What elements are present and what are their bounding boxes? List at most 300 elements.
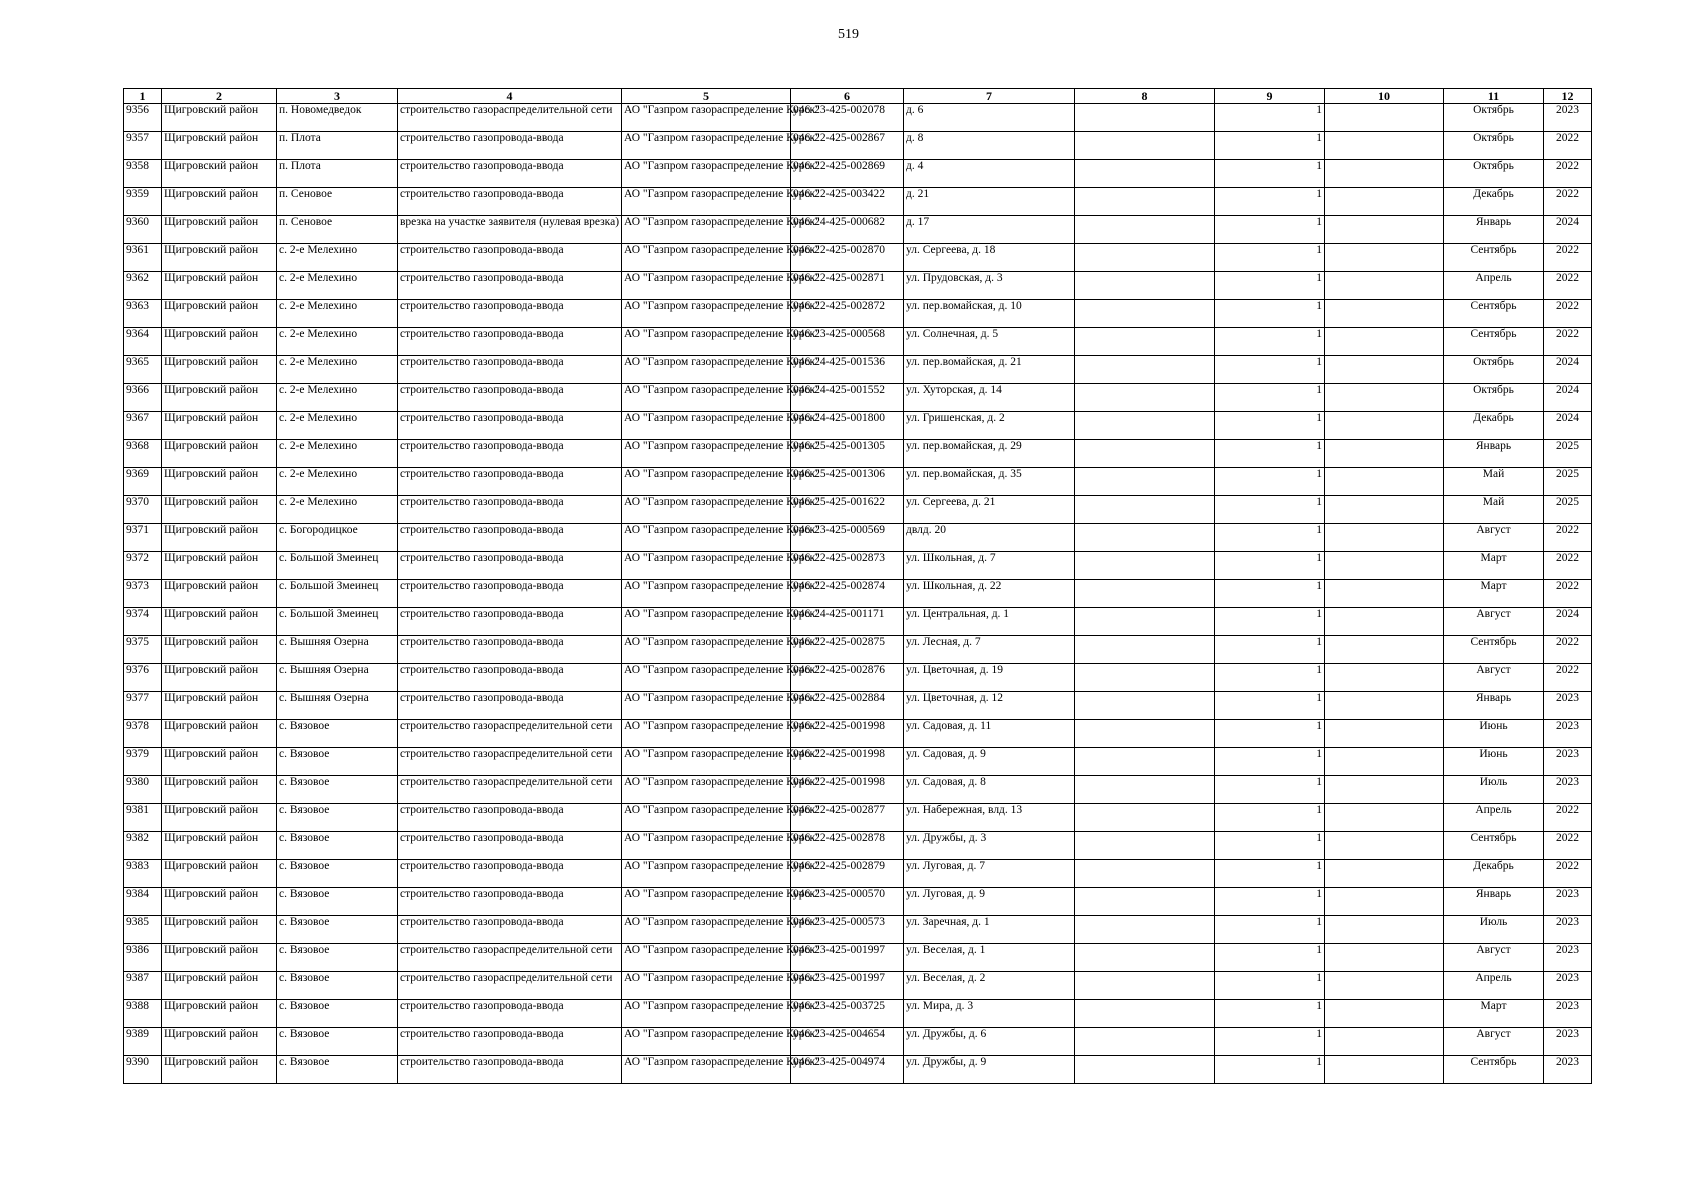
address-cell: д. 8 <box>904 132 1075 160</box>
column-8-cell <box>1075 636 1215 664</box>
column-8-cell <box>1075 1056 1215 1084</box>
address-cell: ул. Веселая, д. 1 <box>904 944 1075 972</box>
quantity-cell: 1 <box>1215 776 1325 804</box>
code-cell: 046-22-425-002879 <box>791 860 904 888</box>
organization-cell-text: АО "Газпром газораспределение Курск" <box>624 832 820 844</box>
code-cell: 046-23-425-000568 <box>791 328 904 356</box>
district-cell: Щигровский район <box>162 160 277 188</box>
quantity-cell: 1 <box>1215 888 1325 916</box>
work-type-cell <box>398 328 622 356</box>
address-cell: ул. Заречная, д. 1 <box>904 916 1075 944</box>
organization-cell <box>622 328 820 356</box>
table-row <box>124 188 1592 216</box>
address-cell: ул. Садовая, д. 9 <box>904 748 1075 776</box>
table-row <box>124 664 1592 692</box>
settlement-cell: с. 2-е Мелехино <box>277 244 398 272</box>
column-10-cell <box>1325 552 1444 580</box>
column-10-cell <box>1325 328 1444 356</box>
table-row <box>124 440 1592 468</box>
row-number: 9361 <box>124 244 162 272</box>
organization-cell <box>622 272 820 300</box>
row-number: 9356 <box>124 104 162 132</box>
quantity-cell: 1 <box>1215 356 1325 384</box>
organization-cell-text: АО "Газпром газораспределение Курск" <box>624 888 820 900</box>
code-cell: 046-22-425-002874 <box>791 580 904 608</box>
organization-cell <box>622 580 820 608</box>
work-type-cell-text: строительство газораспределительной сети <box>400 720 613 732</box>
column-10-cell <box>1325 272 1444 300</box>
registry-table <box>123 88 1592 1084</box>
address-cell: ул. Школьная, д. 7 <box>904 552 1075 580</box>
column-8-cell <box>1075 440 1215 468</box>
organization-cell-text: АО "Газпром газораспределение Курск" <box>624 972 820 984</box>
address-cell: ул. пер.вомайская, д. 10 <box>904 300 1075 328</box>
column-10-cell <box>1325 944 1444 972</box>
column-header-12: 12 <box>1544 89 1592 104</box>
work-type-cell <box>398 692 622 720</box>
month-cell: Август <box>1444 608 1544 636</box>
column-10-cell <box>1325 664 1444 692</box>
address-cell: ул. Школьная, д. 22 <box>904 580 1075 608</box>
column-8-cell <box>1075 132 1215 160</box>
year-cell: 2023 <box>1544 748 1592 776</box>
column-10-cell <box>1325 356 1444 384</box>
address-cell: ул. Дружбы, д. 6 <box>904 1028 1075 1056</box>
code-cell: 046-23-425-002078 <box>791 104 904 132</box>
table-row <box>124 104 1592 132</box>
district-cell: Щигровский район <box>162 244 277 272</box>
quantity-cell: 1 <box>1215 384 1325 412</box>
organization-cell <box>622 804 820 832</box>
column-10-cell <box>1325 300 1444 328</box>
table-row <box>124 944 1592 972</box>
settlement-cell: с. Вязовое <box>277 972 398 1000</box>
work-type-cell <box>398 608 622 636</box>
work-type-cell-text: строительство газопровода-ввода <box>400 916 564 928</box>
quantity-cell: 1 <box>1215 300 1325 328</box>
column-10-cell <box>1325 384 1444 412</box>
quantity-cell: 1 <box>1215 440 1325 468</box>
year-cell: 2023 <box>1544 1000 1592 1028</box>
table-row <box>124 580 1592 608</box>
row-number: 9358 <box>124 160 162 188</box>
quantity-cell: 1 <box>1215 524 1325 552</box>
quantity-cell: 1 <box>1215 216 1325 244</box>
settlement-cell: с. Большой Змеинец <box>277 580 398 608</box>
work-type-cell-text: врезка на участке заявителя (нулевая врезка) <box>400 216 620 228</box>
row-number: 9357 <box>124 132 162 160</box>
settlement-cell: с. 2-е Мелехино <box>277 328 398 356</box>
district-cell: Щигровский район <box>162 748 277 776</box>
organization-cell-text: АО "Газпром газораспределение Курск" <box>624 524 820 536</box>
district-cell: Щигровский район <box>162 1000 277 1028</box>
row-number: 9365 <box>124 356 162 384</box>
work-type-cell-text: строительство газопровода-ввода <box>400 272 564 284</box>
month-cell: Октябрь <box>1444 384 1544 412</box>
district-cell: Щигровский район <box>162 300 277 328</box>
row-number: 9387 <box>124 972 162 1000</box>
organization-cell-text: АО "Газпром газораспределение Курск" <box>624 272 820 284</box>
table-row <box>124 272 1592 300</box>
code-cell: 046-24-425-001552 <box>791 384 904 412</box>
settlement-cell: с. Вязовое <box>277 1056 398 1084</box>
year-cell: 2022 <box>1544 832 1592 860</box>
row-number: 9386 <box>124 944 162 972</box>
code-cell: 046-23-425-003725 <box>791 1000 904 1028</box>
column-8-cell <box>1075 328 1215 356</box>
organization-cell <box>622 356 820 384</box>
year-cell: 2025 <box>1544 468 1592 496</box>
table-row <box>124 356 1592 384</box>
organization-cell-text: АО "Газпром газораспределение Курск" <box>624 104 820 116</box>
column-10-cell <box>1325 608 1444 636</box>
organization-cell-text: АО "Газпром газораспределение Курск" <box>624 692 820 704</box>
work-type-cell <box>398 888 622 916</box>
work-type-cell <box>398 832 622 860</box>
work-type-cell <box>398 748 622 776</box>
month-cell: Август <box>1444 944 1544 972</box>
work-type-cell-text: строительство газопровода-ввода <box>400 328 564 340</box>
organization-cell-text: АО "Газпром газораспределение Курск" <box>624 496 820 508</box>
address-cell: ул. Луговая, д. 9 <box>904 888 1075 916</box>
year-cell: 2022 <box>1544 552 1592 580</box>
quantity-cell: 1 <box>1215 160 1325 188</box>
work-type-cell-text: строительство газораспределительной сети <box>400 104 613 116</box>
address-cell: ул. пер.вомайская, д. 21 <box>904 356 1075 384</box>
row-number: 9366 <box>124 384 162 412</box>
code-cell: 046-22-425-003422 <box>791 188 904 216</box>
row-number: 9360 <box>124 216 162 244</box>
year-cell: 2022 <box>1544 188 1592 216</box>
year-cell: 2023 <box>1544 692 1592 720</box>
address-cell: ул. Набережная, влд. 13 <box>904 804 1075 832</box>
column-10-cell <box>1325 832 1444 860</box>
year-cell: 2024 <box>1544 216 1592 244</box>
organization-cell-text: АО "Газпром газораспределение Курск" <box>624 636 820 648</box>
code-cell: 046-22-425-002870 <box>791 244 904 272</box>
district-cell: Щигровский район <box>162 916 277 944</box>
column-8-cell <box>1075 300 1215 328</box>
column-8-cell <box>1075 888 1215 916</box>
work-type-cell <box>398 188 622 216</box>
organization-cell-text: АО "Газпром газораспределение Курск" <box>624 944 820 956</box>
year-cell: 2023 <box>1544 104 1592 132</box>
settlement-cell: с. Вязовое <box>277 720 398 748</box>
table-row <box>124 412 1592 440</box>
organization-cell <box>622 748 820 776</box>
address-cell: двлд. 20 <box>904 524 1075 552</box>
month-cell: Апрель <box>1444 272 1544 300</box>
row-number: 9382 <box>124 832 162 860</box>
table-row <box>124 888 1592 916</box>
row-number: 9389 <box>124 1028 162 1056</box>
settlement-cell: с. Вязовое <box>277 916 398 944</box>
work-type-cell-text: строительство газораспределительной сети <box>400 972 613 984</box>
year-cell: 2022 <box>1544 580 1592 608</box>
work-type-cell <box>398 776 622 804</box>
code-cell: 046-22-425-002873 <box>791 552 904 580</box>
column-10-cell <box>1325 188 1444 216</box>
settlement-cell: с. 2-е Мелехино <box>277 468 398 496</box>
column-10-cell <box>1325 692 1444 720</box>
address-cell: ул. Солнечная, д. 5 <box>904 328 1075 356</box>
row-number: 9381 <box>124 804 162 832</box>
column-8-cell <box>1075 160 1215 188</box>
column-header-7: 7 <box>904 89 1075 104</box>
column-10-cell <box>1325 776 1444 804</box>
row-number: 9379 <box>124 748 162 776</box>
organization-cell-text: АО "Газпром газораспределение Курск" <box>624 580 820 592</box>
column-8-cell <box>1075 664 1215 692</box>
district-cell: Щигровский район <box>162 356 277 384</box>
quantity-cell: 1 <box>1215 1056 1325 1084</box>
column-8-cell <box>1075 608 1215 636</box>
work-type-cell <box>398 664 622 692</box>
settlement-cell: с. Вышняя Озерна <box>277 636 398 664</box>
table-row <box>124 1000 1592 1028</box>
row-number: 9363 <box>124 300 162 328</box>
work-type-cell <box>398 804 622 832</box>
work-type-cell <box>398 412 622 440</box>
organization-cell-text: АО "Газпром газораспределение Курск" <box>624 328 820 340</box>
settlement-cell: с. Большой Змеинец <box>277 552 398 580</box>
column-10-cell <box>1325 132 1444 160</box>
quantity-cell: 1 <box>1215 720 1325 748</box>
column-10-cell <box>1325 748 1444 776</box>
district-cell: Щигровский район <box>162 412 277 440</box>
year-cell: 2024 <box>1544 608 1592 636</box>
code-cell: 046-22-425-002871 <box>791 272 904 300</box>
organization-cell-text: АО "Газпром газораспределение Курск" <box>624 916 820 928</box>
row-number: 9368 <box>124 440 162 468</box>
row-number: 9375 <box>124 636 162 664</box>
code-cell: 046-22-425-001998 <box>791 720 904 748</box>
organization-cell <box>622 216 820 244</box>
work-type-cell <box>398 972 622 1000</box>
address-cell: ул. Гришенская, д. 2 <box>904 412 1075 440</box>
organization-cell-text: АО "Газпром газораспределение Курск" <box>624 860 820 872</box>
table-row <box>124 552 1592 580</box>
organization-cell <box>622 888 820 916</box>
settlement-cell: с. Вышняя Озерна <box>277 664 398 692</box>
district-cell: Щигровский район <box>162 664 277 692</box>
table-row <box>124 1028 1592 1056</box>
organization-cell <box>622 244 820 272</box>
quantity-cell: 1 <box>1215 664 1325 692</box>
year-cell: 2022 <box>1544 300 1592 328</box>
quantity-cell: 1 <box>1215 580 1325 608</box>
year-cell: 2022 <box>1544 272 1592 300</box>
column-8-cell <box>1075 944 1215 972</box>
column-8-cell <box>1075 804 1215 832</box>
column-10-cell <box>1325 496 1444 524</box>
column-10-cell <box>1325 720 1444 748</box>
row-number: 9371 <box>124 524 162 552</box>
work-type-cell-text: строительство газораспределительной сети <box>400 776 613 788</box>
month-cell: Январь <box>1444 692 1544 720</box>
organization-cell <box>622 1028 820 1056</box>
settlement-cell: с. Вязовое <box>277 944 398 972</box>
code-cell: 046-22-425-002876 <box>791 664 904 692</box>
column-8-cell <box>1075 552 1215 580</box>
table-row <box>124 1056 1592 1084</box>
work-type-cell <box>398 552 622 580</box>
organization-cell-text: АО "Газпром газораспределение Курск" <box>624 1056 820 1068</box>
settlement-cell: с. 2-е Мелехино <box>277 496 398 524</box>
month-cell: Август <box>1444 664 1544 692</box>
column-8-cell <box>1075 496 1215 524</box>
month-cell: Декабрь <box>1444 412 1544 440</box>
settlement-cell: с. 2-е Мелехино <box>277 412 398 440</box>
quantity-cell: 1 <box>1215 188 1325 216</box>
organization-cell <box>622 1056 820 1084</box>
table-row <box>124 524 1592 552</box>
organization-cell <box>622 972 820 1000</box>
quantity-cell: 1 <box>1215 244 1325 272</box>
address-cell: д. 21 <box>904 188 1075 216</box>
month-cell: Июль <box>1444 776 1544 804</box>
year-cell: 2024 <box>1544 412 1592 440</box>
district-cell: Щигровский район <box>162 104 277 132</box>
year-cell: 2022 <box>1544 244 1592 272</box>
address-cell: ул. Луговая, д. 7 <box>904 860 1075 888</box>
table-row <box>124 860 1592 888</box>
table-row <box>124 328 1592 356</box>
work-type-cell-text: строительство газораспределительной сети <box>400 748 613 760</box>
work-type-cell-text: строительство газопровода-ввода <box>400 132 564 144</box>
district-cell: Щигровский район <box>162 1028 277 1056</box>
organization-cell-text: АО "Газпром газораспределение Курск" <box>624 1028 820 1040</box>
address-cell: д. 6 <box>904 104 1075 132</box>
row-number: 9359 <box>124 188 162 216</box>
code-cell: 046-22-425-002872 <box>791 300 904 328</box>
quantity-cell: 1 <box>1215 608 1325 636</box>
district-cell: Щигровский район <box>162 608 277 636</box>
district-cell: Щигровский район <box>162 328 277 356</box>
settlement-cell: с. Вязовое <box>277 804 398 832</box>
column-8-cell <box>1075 1028 1215 1056</box>
column-header-5: 5 <box>622 89 791 104</box>
organization-cell <box>622 776 820 804</box>
month-cell: Сентябрь <box>1444 1056 1544 1084</box>
year-cell: 2022 <box>1544 524 1592 552</box>
work-type-cell-text: строительство газопровода-ввода <box>400 1028 564 1040</box>
address-cell: ул. Мира, д. 3 <box>904 1000 1075 1028</box>
work-type-cell-text: строительство газопровода-ввода <box>400 188 564 200</box>
column-8-cell <box>1075 580 1215 608</box>
month-cell: Октябрь <box>1444 104 1544 132</box>
address-cell: ул. пер.вомайская, д. 29 <box>904 440 1075 468</box>
organization-cell-text: АО "Газпром газораспределение Курск" <box>624 748 820 760</box>
settlement-cell: с. 2-е Мелехино <box>277 272 398 300</box>
column-8-cell <box>1075 972 1215 1000</box>
column-8-cell <box>1075 216 1215 244</box>
row-number: 9364 <box>124 328 162 356</box>
work-type-cell <box>398 720 622 748</box>
work-type-cell-text: строительство газораспределительной сети <box>400 944 613 956</box>
year-cell: 2022 <box>1544 860 1592 888</box>
work-type-cell-text: строительство газопровода-ввода <box>400 1000 564 1012</box>
work-type-cell-text: строительство газопровода-ввода <box>400 608 564 620</box>
month-cell: Сентябрь <box>1444 328 1544 356</box>
work-type-cell <box>398 1000 622 1028</box>
work-type-cell <box>398 216 622 244</box>
column-10-cell <box>1325 468 1444 496</box>
column-10-cell <box>1325 888 1444 916</box>
quantity-cell: 1 <box>1215 272 1325 300</box>
table-row <box>124 300 1592 328</box>
quantity-cell: 1 <box>1215 860 1325 888</box>
work-type-cell-text: строительство газопровода-ввода <box>400 412 564 424</box>
organization-cell <box>622 916 820 944</box>
year-cell: 2022 <box>1544 328 1592 356</box>
month-cell: Июнь <box>1444 720 1544 748</box>
code-cell: 046-23-425-000569 <box>791 524 904 552</box>
row-number: 9377 <box>124 692 162 720</box>
column-10-cell <box>1325 216 1444 244</box>
column-header-9: 9 <box>1215 89 1325 104</box>
month-cell: Апрель <box>1444 804 1544 832</box>
month-cell: Август <box>1444 1028 1544 1056</box>
address-cell: ул. Сергеева, д. 21 <box>904 496 1075 524</box>
address-cell: ул. Дружбы, д. 3 <box>904 832 1075 860</box>
row-number: 9390 <box>124 1056 162 1084</box>
year-cell: 2023 <box>1544 1056 1592 1084</box>
table-row <box>124 776 1592 804</box>
work-type-cell-text: строительство газопровода-ввода <box>400 804 564 816</box>
work-type-cell-text: строительство газопровода-ввода <box>400 664 564 676</box>
district-cell: Щигровский район <box>162 468 277 496</box>
column-10-cell <box>1325 1028 1444 1056</box>
work-type-cell <box>398 944 622 972</box>
organization-cell-text: АО "Газпром газораспределение Курск" <box>624 804 820 816</box>
district-cell: Щигровский район <box>162 804 277 832</box>
work-type-cell <box>398 636 622 664</box>
column-8-cell <box>1075 720 1215 748</box>
district-cell: Щигровский район <box>162 188 277 216</box>
address-cell: ул. Хуторская, д. 14 <box>904 384 1075 412</box>
organization-cell <box>622 636 820 664</box>
row-number: 9384 <box>124 888 162 916</box>
table-row <box>124 496 1592 524</box>
code-cell: 046-23-425-000573 <box>791 916 904 944</box>
settlement-cell: п. Новомедведок <box>277 104 398 132</box>
column-10-cell <box>1325 412 1444 440</box>
organization-cell-text: АО "Газпром газораспределение Курск" <box>624 188 820 200</box>
organization-cell <box>622 720 820 748</box>
month-cell: Сентябрь <box>1444 832 1544 860</box>
year-cell: 2022 <box>1544 636 1592 664</box>
address-cell: ул. Садовая, д. 8 <box>904 776 1075 804</box>
column-header-8: 8 <box>1075 89 1215 104</box>
code-cell: 046-25-425-001306 <box>791 468 904 496</box>
month-cell: Сентябрь <box>1444 244 1544 272</box>
month-cell: Январь <box>1444 216 1544 244</box>
month-cell: Март <box>1444 1000 1544 1028</box>
row-number: 9388 <box>124 1000 162 1028</box>
year-cell: 2024 <box>1544 384 1592 412</box>
table-row <box>124 720 1592 748</box>
quantity-cell: 1 <box>1215 104 1325 132</box>
organization-cell-text: АО "Газпром газораспределение Курск" <box>624 356 820 368</box>
work-type-cell-text: строительство газопровода-ввода <box>400 860 564 872</box>
row-number: 9378 <box>124 720 162 748</box>
organization-cell-text: АО "Газпром газораспределение Курск" <box>624 216 820 228</box>
year-cell: 2022 <box>1544 664 1592 692</box>
district-cell: Щигровский район <box>162 524 277 552</box>
year-cell: 2022 <box>1544 804 1592 832</box>
column-8-cell <box>1075 272 1215 300</box>
